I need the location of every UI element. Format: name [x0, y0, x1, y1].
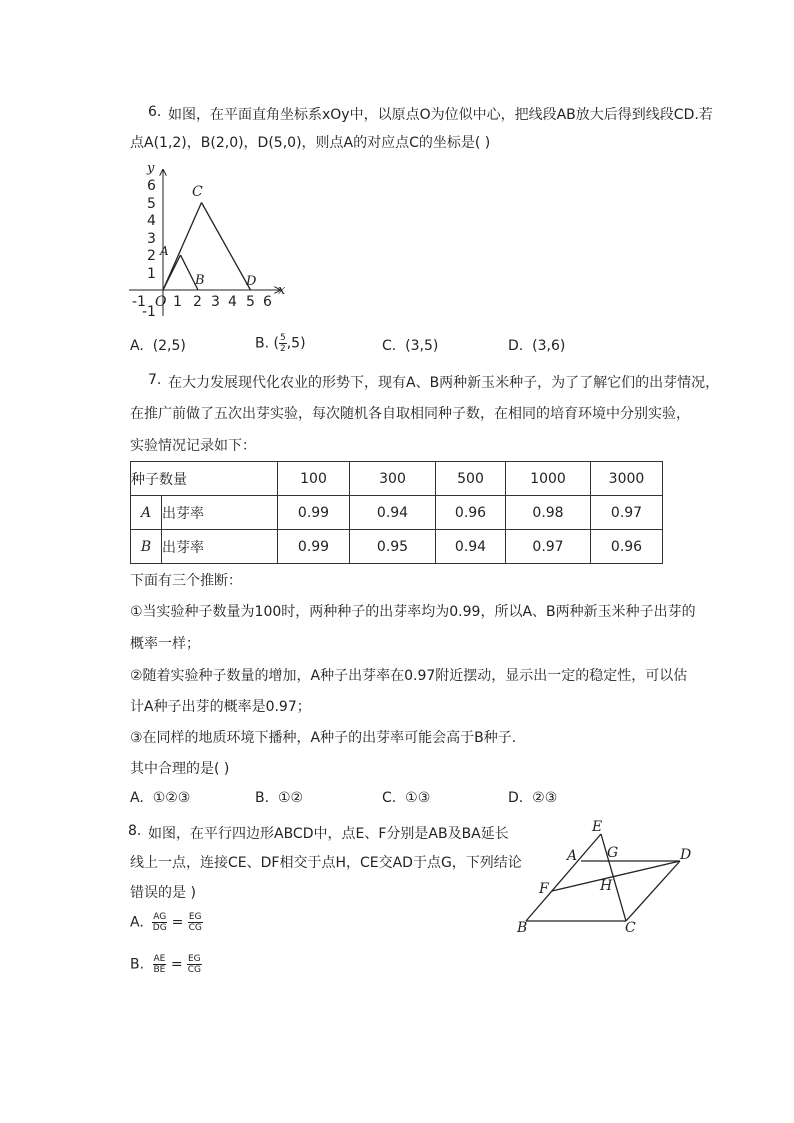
- label-d: D: [680, 847, 692, 863]
- option-key: B.: [130, 956, 145, 973]
- label-a: A: [567, 848, 578, 864]
- option-key: A.: [130, 790, 144, 806]
- rate-label-cell: 出芽率: [162, 496, 278, 530]
- q8-text-line-1: 如图，在平行四边形ABCD中，点E、F分别是AB及BA延长: [148, 826, 509, 842]
- fraction-denominator: CG: [188, 923, 202, 933]
- q6-number: 6.: [148, 104, 162, 120]
- table-header-row: [131, 462, 663, 496]
- value-cell: 0.96: [591, 530, 663, 564]
- q7-inference-2b: 计A种子出芽的概率是0.97；: [130, 699, 311, 715]
- label-e: E: [592, 819, 603, 835]
- header-cell: 100: [278, 462, 350, 496]
- x-tick-2: 2: [193, 294, 202, 310]
- equals-sign: =: [171, 914, 184, 931]
- x-tick-3: 3: [211, 294, 220, 310]
- q7-intro-line-2: 在推广前做了五次出芽实验，每次随机各自取相同种子数，在相同的培育环境中分别实验，: [130, 406, 690, 422]
- q7-question: 其中合理的是( ): [130, 761, 230, 777]
- q8-number: 8.: [128, 823, 142, 839]
- q6-coordinate-graph: [125, 158, 305, 328]
- label-h: H: [600, 878, 613, 894]
- q8-text-line-2: 线上一点，连接CE、DF相交于点H，CE交AD于点G，下列结论: [130, 855, 522, 871]
- q7-option-b[interactable]: [255, 790, 303, 806]
- q7-inference-2a: ②随着实验种子数量的增加，A种子出芽率在0.97附近摆动，显示出一定的稳定性，可以估: [130, 668, 688, 684]
- fraction-denominator: 2: [279, 344, 286, 354]
- segment-cd: [202, 203, 251, 291]
- option-value-suffix: ,5): [286, 335, 306, 352]
- value-cell: 0.96: [436, 496, 506, 530]
- seed-label-cell: [131, 530, 162, 564]
- option-key: C.: [382, 338, 397, 354]
- option-key: B.: [255, 335, 270, 352]
- seed-label: B: [140, 538, 152, 555]
- fraction-ag-dg: [152, 912, 167, 933]
- option-key: A.: [130, 914, 144, 931]
- option-key: B.: [255, 790, 270, 806]
- label-c: C: [625, 920, 636, 936]
- origin-label: O: [155, 294, 167, 310]
- header-cell: 500: [436, 462, 506, 496]
- q7-option-c[interactable]: [382, 790, 430, 806]
- q8-option-a[interactable]: [130, 912, 203, 933]
- germination-table: [130, 461, 663, 564]
- seed-label: A: [140, 504, 152, 521]
- q6-option-b[interactable]: [255, 333, 306, 354]
- value-cell: 0.94: [436, 530, 506, 564]
- q7-inference-3: ③在同样的地质环境下播种，A种子的出芽率可能会高于B种子.: [130, 730, 517, 746]
- option-value-prefix: (: [273, 335, 279, 352]
- value-cell: 0.99: [278, 530, 350, 564]
- q7-number: 7.: [148, 372, 162, 388]
- option-key: D.: [508, 790, 524, 806]
- neg-x-label: -1: [132, 294, 146, 310]
- value-cell: 0.94: [350, 496, 436, 530]
- x-axis-label: x: [278, 283, 286, 298]
- option-value: (3,5): [405, 338, 439, 354]
- side-ba-extended: [526, 834, 601, 921]
- x-tick-6: 6: [263, 294, 272, 310]
- q7-inference-1b: 概率一样；: [130, 636, 200, 652]
- seed-label-cell: [131, 496, 162, 530]
- option-key: C.: [382, 790, 397, 806]
- q6-text-line-1: 如图，在平面直角坐标系xOy中，以原点O为位似中心，把线段AB放大后得到线段CD.若: [168, 107, 713, 123]
- label-g: G: [607, 845, 619, 861]
- value-cell: 0.98: [506, 496, 591, 530]
- fraction-numerator: AG: [153, 912, 167, 922]
- equals-sign: =: [170, 956, 183, 973]
- y-tick-1: 1: [147, 266, 156, 282]
- fraction-numerator: EG: [188, 954, 201, 964]
- y-tick-4: 4: [147, 213, 156, 229]
- y-axis-label: y: [147, 161, 155, 176]
- option-value: ①②③: [152, 790, 191, 806]
- fraction-denominator: CG: [187, 965, 201, 975]
- q8-text-line-3: 错误的是 ): [130, 885, 196, 901]
- value-cell: 0.99: [278, 496, 350, 530]
- q7-inference-1a: ①当实验种子数量为100时，两种种子的出芽率均为0.99，所以A、B两种新玉米种子出芽的: [130, 604, 696, 620]
- x-tick-1: 1: [173, 294, 182, 310]
- q6-text-line-2: 点A(1,2)，B(2,0)，D(5,0)，则点A的对应点C的坐标是( ): [130, 135, 491, 151]
- point-a-label: A: [160, 244, 169, 258]
- fraction-numerator: AE: [153, 954, 166, 964]
- option-value: ①②: [277, 790, 304, 806]
- option-value: ①③: [405, 790, 431, 806]
- q6-option-c[interactable]: [382, 338, 438, 354]
- option-value: ②③: [532, 790, 558, 806]
- fraction-five-halves: [279, 333, 287, 354]
- fraction-numerator: 5: [279, 333, 286, 343]
- x-tick-4: 4: [228, 294, 237, 310]
- value-cell: 0.97: [506, 530, 591, 564]
- header-cell: 300: [350, 462, 436, 496]
- option-value: (3,6): [532, 338, 566, 354]
- header-cell: 1000: [506, 462, 591, 496]
- y-tick-labels: [147, 178, 156, 282]
- value-cell: 0.97: [591, 496, 663, 530]
- option-value: (2,5): [152, 338, 186, 354]
- rate-label-cell: 出芽率: [162, 530, 278, 564]
- y-tick-2: 2: [147, 248, 156, 264]
- q7-option-d[interactable]: [508, 790, 557, 806]
- q8-parallelogram-figure: [510, 815, 710, 945]
- q6-option-a[interactable]: [130, 338, 186, 354]
- y-tick-5: 5: [147, 196, 156, 212]
- point-d-label: D: [246, 274, 257, 289]
- q6-option-d[interactable]: [508, 338, 565, 354]
- y-tick-6: 6: [147, 178, 156, 194]
- option-key: D.: [508, 338, 524, 354]
- header-cell: 3000: [591, 462, 663, 496]
- fraction-ae-be: [153, 954, 167, 975]
- q7-inference-intro: 下面有三个推断：: [130, 573, 242, 589]
- neg-y-label: -1: [142, 304, 156, 320]
- table-row: [131, 496, 663, 530]
- point-c-label: C: [192, 184, 203, 200]
- point-b-label: B: [195, 273, 205, 288]
- option-key: A.: [130, 338, 144, 354]
- fraction-denominator: BE: [153, 965, 166, 975]
- side-dc: [626, 861, 680, 921]
- value-cell: 0.95: [350, 530, 436, 564]
- x-tick-5: 5: [246, 294, 255, 310]
- table-row: [131, 530, 663, 564]
- q7-intro-line-1: 在大力发展现代化农业的形势下，现有A、B两种新玉米种子，为了了解它们的出芽情况，: [168, 375, 720, 391]
- fraction-eg-cg: [188, 912, 203, 933]
- fraction-eg-cg: [187, 954, 202, 975]
- fraction-denominator: DG: [152, 923, 167, 933]
- q7-intro-line-3: 实验情况记录如下：: [130, 438, 256, 454]
- q7-option-a[interactable]: [130, 790, 190, 806]
- header-seed-count: 种子数量: [131, 462, 278, 496]
- fraction-numerator: EG: [188, 912, 202, 922]
- label-f: F: [539, 881, 549, 897]
- x-tick-labels: [173, 294, 272, 310]
- label-b: B: [517, 920, 528, 936]
- q8-option-b[interactable]: [130, 954, 202, 975]
- y-tick-3: 3: [147, 231, 156, 247]
